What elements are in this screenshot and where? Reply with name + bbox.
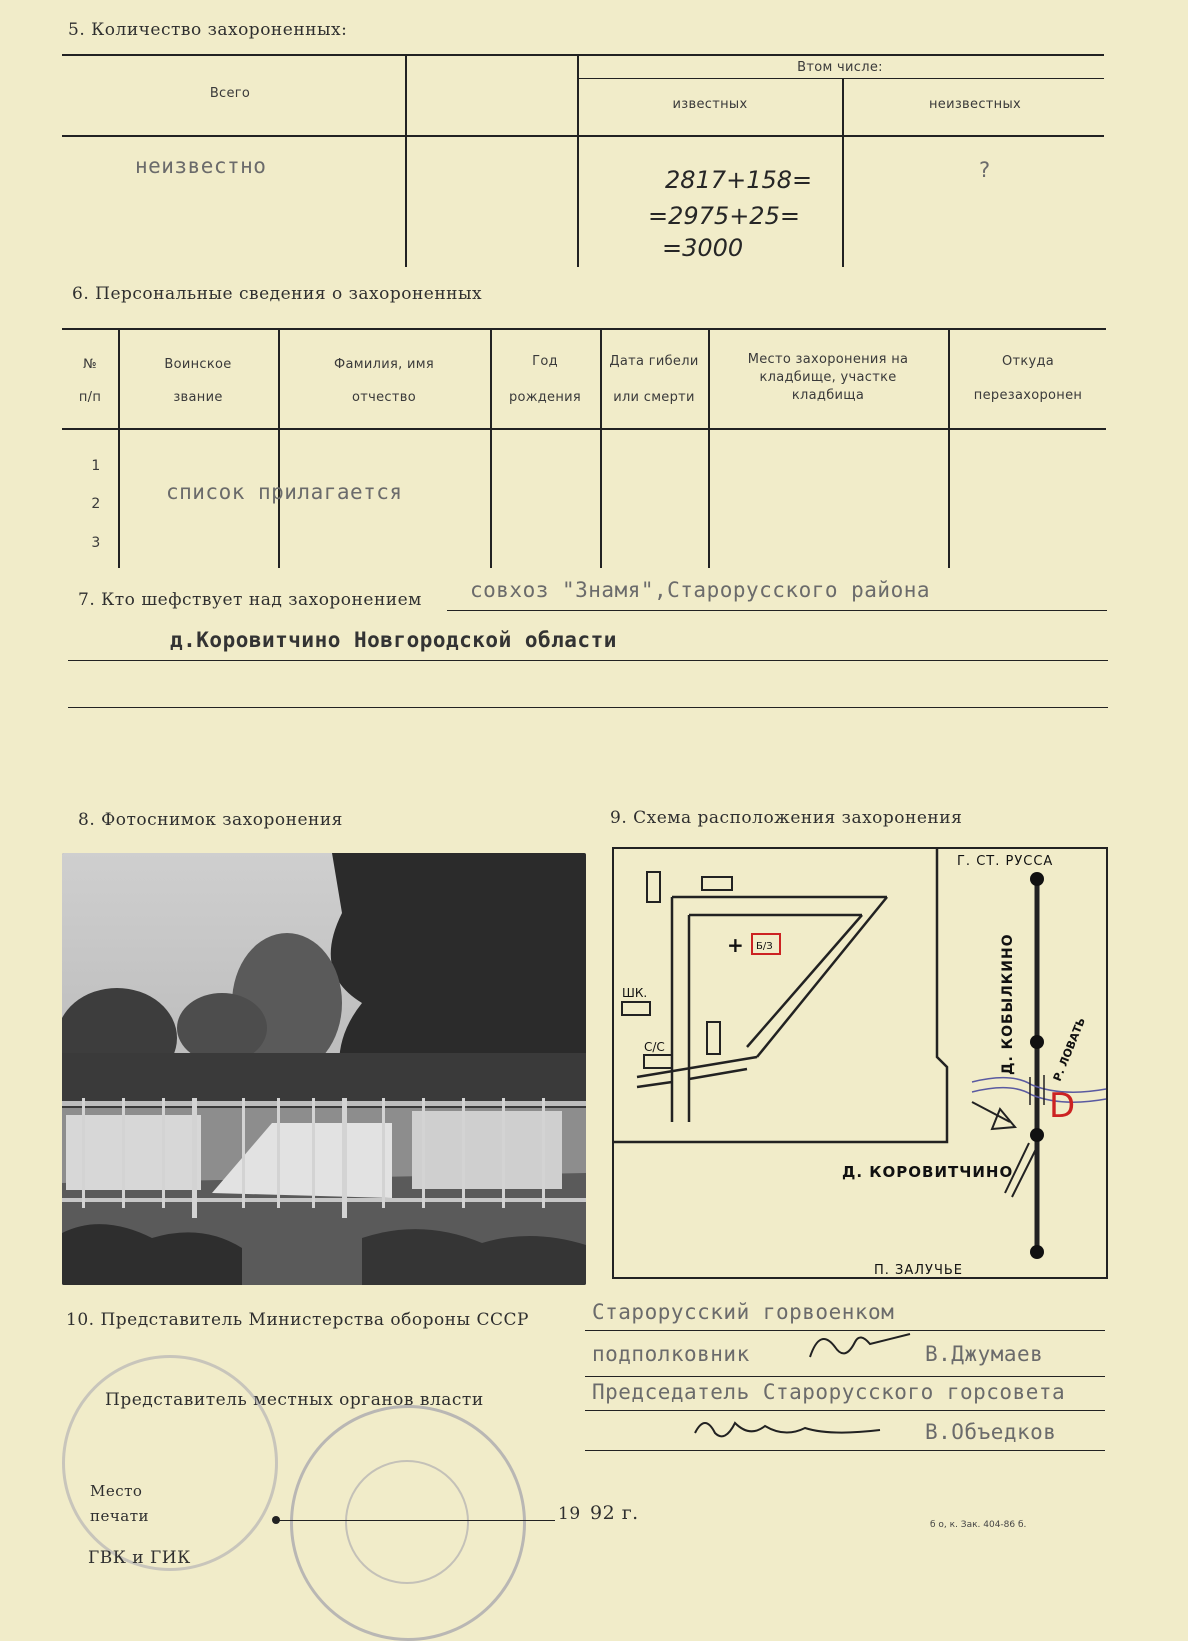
section-7-title: 7. Кто шефствует над захоронением	[78, 590, 422, 610]
s10-underline-2	[585, 1376, 1105, 1377]
map-label-zaluchye: П. ЗАЛУЧЬЕ	[874, 1263, 964, 1278]
table5-col-line-2	[577, 54, 579, 267]
mod-rep-name: В.Джумаев	[925, 1342, 1044, 1366]
table6-h-from-1: Откуда	[1001, 354, 1055, 369]
burial-photo-image	[62, 853, 586, 1285]
table6-h-from-2: перезахоронен	[973, 388, 1083, 403]
table5-header-unknown: неизвестных	[929, 97, 1021, 112]
burial-scheme-map	[612, 847, 1108, 1279]
table6-h-rank-1: Воинское	[164, 357, 232, 372]
table5-header-bottom	[62, 135, 1104, 137]
map-label-bz: Б/З	[756, 941, 773, 952]
section-5-title: 5. Количество захороненных:	[68, 20, 348, 40]
burial-photo	[62, 853, 586, 1285]
table6-h-year-1: Год	[532, 354, 558, 369]
table5-incl-line	[578, 78, 1104, 79]
signature-local-rep	[690, 1408, 890, 1448]
table5-total-value: неизвестно	[135, 154, 267, 178]
print-mark: б о, к. Зак. 404-86 б.	[930, 1520, 1027, 1530]
section-6-title: 6. Персональные сведения о захороненных	[72, 284, 483, 304]
seal-place-line-2: печати	[90, 1507, 150, 1525]
table5-col-line-3	[842, 78, 844, 267]
map-label-kobylkino: Д. КОБЫЛКИНО	[1000, 933, 1016, 1075]
map-label-d-marker: D	[1049, 1086, 1076, 1126]
date-dot	[272, 1516, 280, 1524]
map-label-school: ШК.	[622, 986, 648, 1000]
date-underline	[275, 1520, 555, 1521]
map-label-staraya-russa: Г. СТ. РУССА	[957, 854, 1054, 869]
section-10-title: 10. Представитель Министерства обороны СССР	[66, 1310, 529, 1330]
s10-underline-4	[585, 1450, 1105, 1451]
s7-underline-3	[68, 707, 1108, 708]
seal-place-line-1: Место	[90, 1482, 143, 1500]
table6-h-place-3: кладбища	[791, 388, 865, 403]
table6-h-death-2: или смерти	[613, 390, 695, 405]
seal-stamp-left	[62, 1355, 278, 1571]
signature-mod-rep	[800, 1322, 920, 1372]
seal-place-line-3: ГВК и ГИК	[88, 1548, 191, 1568]
seal-stamp-right-inner	[345, 1460, 469, 1584]
map-label-lovat-river: Р. ЛОВАТЬ	[1050, 1015, 1089, 1084]
table5-header-total: Всего	[209, 86, 251, 101]
table5-header-known: известных	[672, 97, 748, 112]
s7-underline-2	[68, 660, 1108, 661]
local-rep-title: Представитель местных органов власти	[105, 1390, 484, 1410]
mod-rep-line-1: Старорусский горвоенком	[592, 1300, 895, 1324]
table6-h-place-2: кладбище, участке	[759, 370, 897, 385]
table6-h-rank-2: звание	[173, 390, 223, 405]
s7-sponsor-line-2: д.Коровитчино Новгородской области	[170, 628, 617, 652]
table6-h-place-1: Место захоронения на	[747, 352, 909, 367]
map-label-korovitchino: Д. КОРОВИТЧИНО	[842, 1163, 1014, 1181]
table6-h-year-2: рождения	[508, 390, 582, 405]
s7-underline-1	[447, 610, 1107, 611]
table5-col-line-1	[405, 54, 407, 267]
local-rep-line: Председатель Старорусского горсовета	[592, 1380, 1066, 1404]
table5-known-line-2: =2975+25=	[648, 202, 800, 230]
section-8-title: 8. Фотоснимок захоронения	[78, 810, 343, 830]
table5-header-including: Втом числе:	[797, 60, 883, 75]
table6-h-death-1: Дата гибели	[609, 354, 699, 369]
table6-h-num-2: п/п	[78, 390, 102, 405]
table6-row-number: 3	[91, 535, 101, 551]
table5-unknown-value: ?	[978, 158, 992, 182]
date-year-suffix: 92 г.	[590, 1502, 639, 1524]
table5-known-line-3: =3000	[662, 234, 744, 262]
table6-h-num-1: №	[83, 357, 97, 372]
mod-rep-rank: подполковник	[592, 1342, 750, 1366]
table5-known-line-1: 2817+158=	[665, 166, 813, 194]
table6-row-number: 2	[91, 496, 101, 512]
local-rep-name: В.Объедков	[925, 1420, 1057, 1444]
table5-top-border	[62, 54, 1104, 56]
table6-h-name-1: Фамилия, имя	[334, 357, 434, 372]
table6-list-note: список прилагается	[166, 480, 403, 504]
section-9-title: 9. Схема расположения захоронения	[610, 808, 963, 828]
map-label-village-council: С/С	[644, 1040, 665, 1054]
grave-cross-icon: +	[727, 933, 744, 957]
scheme-map-drawing	[612, 847, 1108, 1279]
table6-row-number: 1	[91, 458, 101, 474]
table6-h-name-2: отчество	[352, 390, 416, 405]
date-year-prefix: 19	[558, 1504, 581, 1524]
s7-sponsor-line-1: совхоз "Знамя",Старорусского района	[470, 578, 931, 602]
